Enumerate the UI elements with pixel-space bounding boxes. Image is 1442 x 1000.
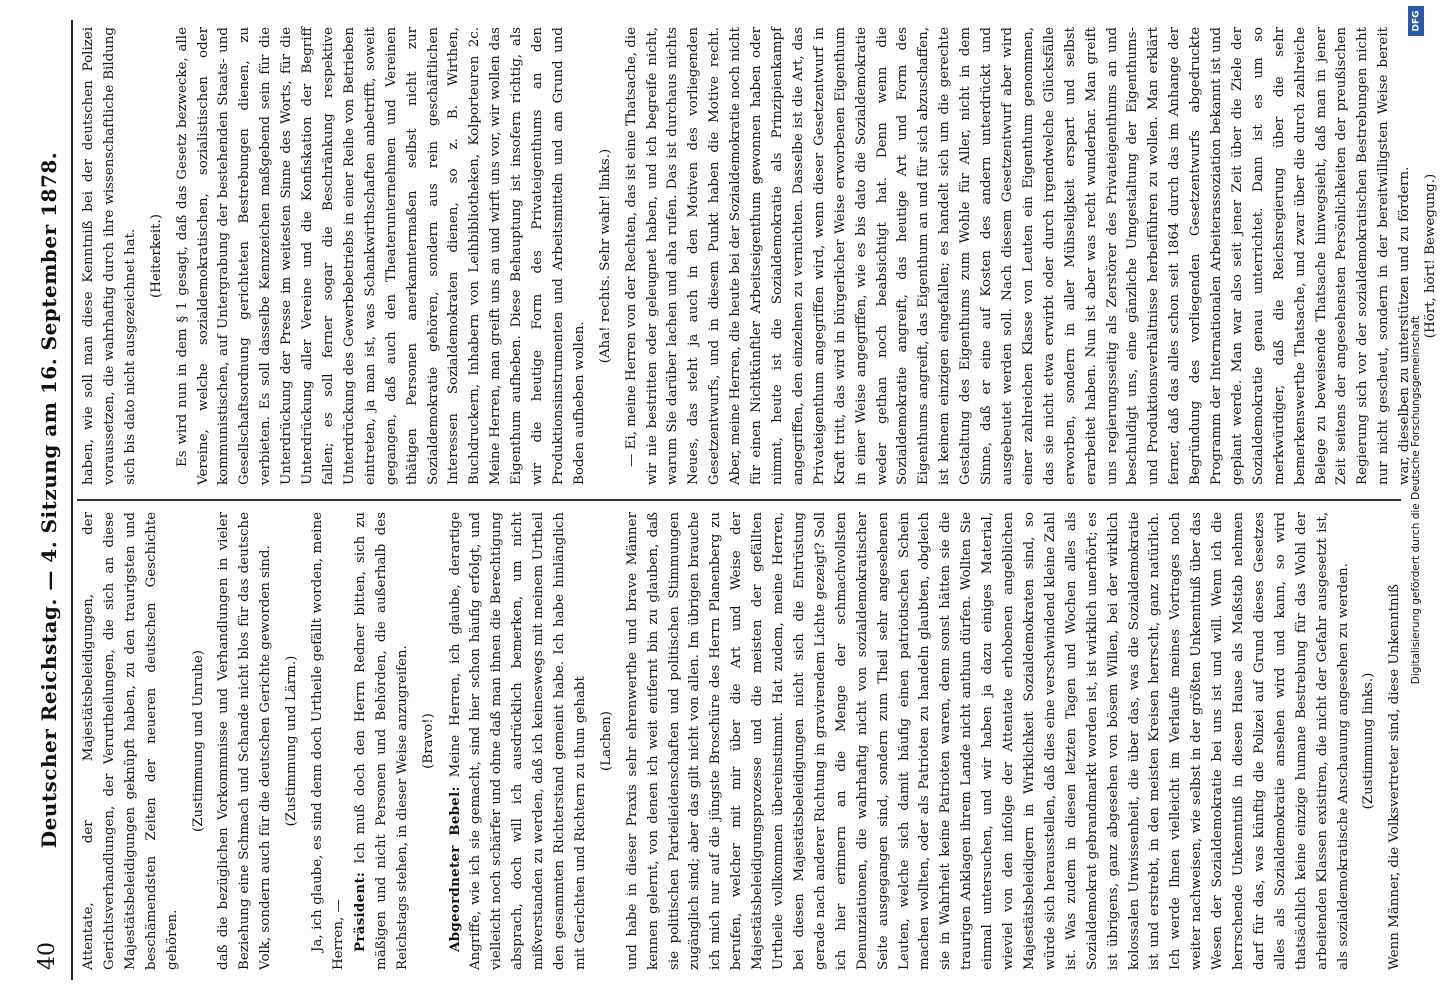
page-number: 40	[35, 942, 60, 970]
page-header	[31, 20, 73, 980]
interjection: (Heiterkeit.)	[148, 214, 164, 298]
interjection: (Zustimmung und Lärm.)	[284, 655, 300, 827]
body-paragraph: und habe in dieser Praxis sehr ehrenwerthe und brave Männer kennen gelernt, von denen ich weit entfernt bin zu glauben, daß sie politischen Parteileidenschaften und politischen Stimmungen zugänglich sind; aber das gilt nicht von allen. Im übrigen brauche ich mich nur auf die jüngste Broschüre des Herrn Planenberg zu berufen, welcher mit mir über die Art und Weise der Majestätsbeleidigungsprozesse und die meisten der gefällten Urtheile vollkommen übereinstimmt. Hat zudem, meine Herren, bei diesen Majestätsbeleidigungen nicht sich die Entrüstung gerade nach anderer Richtung in gravirendem Lichte gezeigt? Soll ich hier erinnern an die Menge der schmachvollsten Denunziationen, die wahrhaftig nicht von sozialdemokratischer Seite ausgegangen sind, sondern zum Theil sehr angesehenen Leuten, welche sich damit häufig einen patriotischen Schein machen wollten, oder als Patrioten zu handeln glaubten, obgleich sie in Wahrheit keine Patrioten waren, denn sonst hätten sie die traurigen Anklagen ihrem Lande nicht anthun dürfen. Wollten Sie einmal untersuchen, und wir haben ja dazu einiges Material, wieviel von den infolge der Attentate erhobenen angeblichen Majestätsbeleidigern in Wirklichkeit Sozialdemokraten sind, so würde sich herausstellen, daß dies eine verschwindend kleine Zahl ist. Was zudem in diesen letzten Tagen und Wochen alles als Sozialdemokrat gebrandmarkt worden ist, ist wirklich unerhört; es ist übrigens, ganz abgesehen von bösem Willen, bei der wirklich kolossalen Unwissenheit, die über das, was die Sozialdemokratie ist und erstrebt, in den meisten Kreisen herrscht, ganz natürlich. Ich werde Ihnen vielleicht im Verlaufe meines Vortrages noch weiter nachweisen, wie selbst in der größten Unkenntniß über das Wesen der Sozialdemokratie bei uns ist und will. Wenn ich die herrschende Unkenntniß in diesen Hause als Maßstab nehmen darf für das, was künftig die Polizei auf Grund dieses Gesetzes alles als Sozialdemokratie ansehen wird und kann, so wird thatsächlich keine einzige humane Bestrebung für das Wohl der arbeitenden Klassen existiren, die nicht der Gefahr ausgesetzt ist, als sozialdemokratische Anschauung angesehen zu werden.	[624, 512, 1351, 970]
speech-paragraph	[350, 512, 414, 970]
speech-text: Ich muß doch den Herrn Redner bitten, sich zu mäßigen und nicht Personen und Behörden, die außerhalb des Reichstags stehen, in dieser Weise anzugreifen.	[352, 511, 410, 970]
column-divider	[77, 499, 1401, 501]
interjection: (Bravo!)	[420, 713, 436, 769]
body-paragraph: Attentate, der Majestätsbeleidigungen, der Gerichtsverhandlungen, der Verurtheilungen, die sich an diese Majestätsbeleidigungen geknüpft haben, zu den traurigsten und beschämendsten Zeiten der neueren deutschen Geschichte gehören.	[81, 512, 180, 970]
interjection: (Hört, hört! Bewegung.)	[1423, 173, 1439, 339]
digitization-notice: Digitalisierung gefördert durch die Deutsche Forschungsgemeinschaft	[1410, 315, 1422, 685]
speech-paragraph	[445, 512, 592, 970]
body-paragraph: Es wird nun in dem § 1 gesagt, daß das Gesetz bezwecke, alle Vereine, welche sozialdemokratischen, sozialistischen oder kommunistischen, auf Untergrabung der bestehenden Staats- und Gesellschaftsordnung gerichteten Bestrebungen dienen, zu verbieten. Es soll dasselbe Kennzeichen maßgebend sein für die Unterdrückung der Presse im weitesten Sinne des Worts, für die Unterdrückung aller Vereine und die Konfiskation der Begriff fallen; es soll ferner sogar die Beschränkung respektive Unterdrückung des Gewerbebetriebs in einer Reihe von Betrieben eintreten, ja man ist, was Schankwirthschaften anbetrifft, soweit gegangen, daß auch den Theaterunternehmen und Vereinen thätigen Personen anerkanntermaßen selbst nicht zur Sozialdemokratie gehören, sondern aus rein geschäftlichen Interessen Sozialdemokraten dienen, so z. B. Wirthen, Buchdruckern, Inhabern von Leihbibliotheken, Kolporteuren 2c. Meine Herren, man greift uns an und wirft uns vor, wir wollen das Eigenthum aufheben. Diese Behauptung ist insofern richtig, als wir die heutige Form des Privateigenthums an den Produktionsinstrumenten und Arbeitsmitteln und am Grund und Boden aufheben wollen.	[174, 27, 587, 485]
body-paragraph: Wenn Männer, die Volksvertreter sind, diese Unkenntniß	[1387, 584, 1403, 970]
body-paragraph: Ja, ich glaube, es sind denn doch Urtheile gefällt worden, meine Herren, —	[310, 512, 346, 970]
interjection: (Zustimmung links.)	[1361, 672, 1377, 810]
dfg-logo: DFG	[1408, 6, 1424, 36]
speaker-name: Präsident:	[351, 871, 368, 952]
body-paragraph: — Ei, meine Herren von der Rechten, das ist eine Thatsache, die wir nie bestritten oder geleugnet haben, und ich begreife nicht, warum Sie darüber lachen und aha rufen. Das ist durchaus nichts Neues, das steht ja auch in den Motiven des vorliegenden Gesetzentwurfs, und in diesem Punkt haben die Motive recht. Aber, meine Herren, die heute bei der Sozialdemokratie noch nicht für einen Nichtkünftler Arbeitseigenthum gewonnen haben oder nimmt, heute ist die Sozialdemokratie als Prinzipienkampf angegriffen, den einzelnen zu vernichten. Dasselbe ist die Art, das Privateigenthum angegriffen wird, wenn dieser Gesetzentwurf in Kraft tritt, das wird in bürgerlicher Weise erworbenen Eigenthum in einer Weise angegriffen, wie es bis dato die Sozialdemokratie weder gethan noch beabsichtigt hat. Denn wenn die Sozialdemokratie angreift, das heutige Art und Form des Eigenthums angreift, das Eigenthum an und für sich abzuschaffen, ist keinem einzigen eingefallen; es handelt sich um die gerechte Gestaltung des Eigenthums zum Wohle für Aller, nicht in dem Sinne, daß er eine auf Kosten des andern unterdrückt und ausgebeutet werden soll. Nach diesem Gesetzentwurf aber wird einer zahlreichen Klasse von Leuten ein Eigenthum genommen, das sie nicht etwa erwirbt oder durch irgendwelche Glücksfälle erworben, sondern in aller Mühseligkeit erspart und selbst erarbeitet haben. Nun ist aber was recht wunderbar. Man greift uns regierungsseitig als Zerstörer des Privateigenthums an und beschuldigt uns, eine gänzliche Umgestaltung der Eigenthums- und Produktionsverhältnisse herbeiführen zu wollen. Man erklärt ferner, daß das alles schon seit 1864 durch das im Anhange der Begründung des vorliegenden Gesetzentwurfs abgedruckte Programm der Internationalen Arbeiterassoziation bekannt ist und geplant werde. Man war also seit jener Zeit über die Ziele der Sozialdemokratie genau unterrichtet. Dann ist es um so merkwürdiger, daß die Reichsregierung über die sehr bemerkenswerthe Thatsache, und zwar über die durch zahlreiche Belege zu beweisende Thatsache hinwegsieht, daß man in jener Zeit seitens der angesehensten Persönlichkeiten der preußischen Regierung sich vor der sozialdemokratischen Bestrebungen nicht nur nicht gescheut, sondern in der bereitwilligsten Weise bereit war, dieselben zu unterstützen und zu fördern.	[623, 27, 1413, 485]
interjection: (Aha! rechts. Sehr wahr! links.)	[597, 148, 613, 364]
left-column	[79, 511, 1403, 970]
page-title: Deutscher Reichstag. — 4. Sitzung am 16. September 1878.	[37, 151, 61, 849]
body-paragraph: daß die bezüglichen Vorkommnisse und Verhandlungen in vieler Beziehung eine Schmach und Schande nicht blos für das deutsche Volk, sondern auch für die deutschen Gerichte geworden sind.	[216, 512, 274, 970]
body-paragraph: haben, wie soll man diese Kenntniß bei der deutschen Polizei voraussetzen, die wahrhaftig durch ihre wissenschaftliche Bildung sich bis dato nicht ausgezeichnet hat.	[81, 27, 138, 485]
right-column	[79, 27, 1439, 485]
interjection: (Zustimmung und Unruhe)	[190, 650, 206, 832]
speech-text: Meine Herren, ich glaube, derartige Angriffe, wie ich sie gemacht, sind hier schon häufig erfolgt, und vielleicht noch schärfer und ohne daß man ihnen die Berechtigung absprach, doch will ich ausdrücklich bemerken, um nicht mißverstanden zu werden, daß ich keineswegs mit meinem Urtheil den gesammten Richterstand gemeint habe. Ich habe hinlänglich mit Gerichten und Richtern zu thun gehabt	[447, 512, 588, 970]
interjection: (Lachen)	[598, 711, 614, 771]
speaker-name: Abgeordneter Bebel:	[446, 786, 463, 952]
digitization-stamp	[1406, 0, 1426, 1000]
